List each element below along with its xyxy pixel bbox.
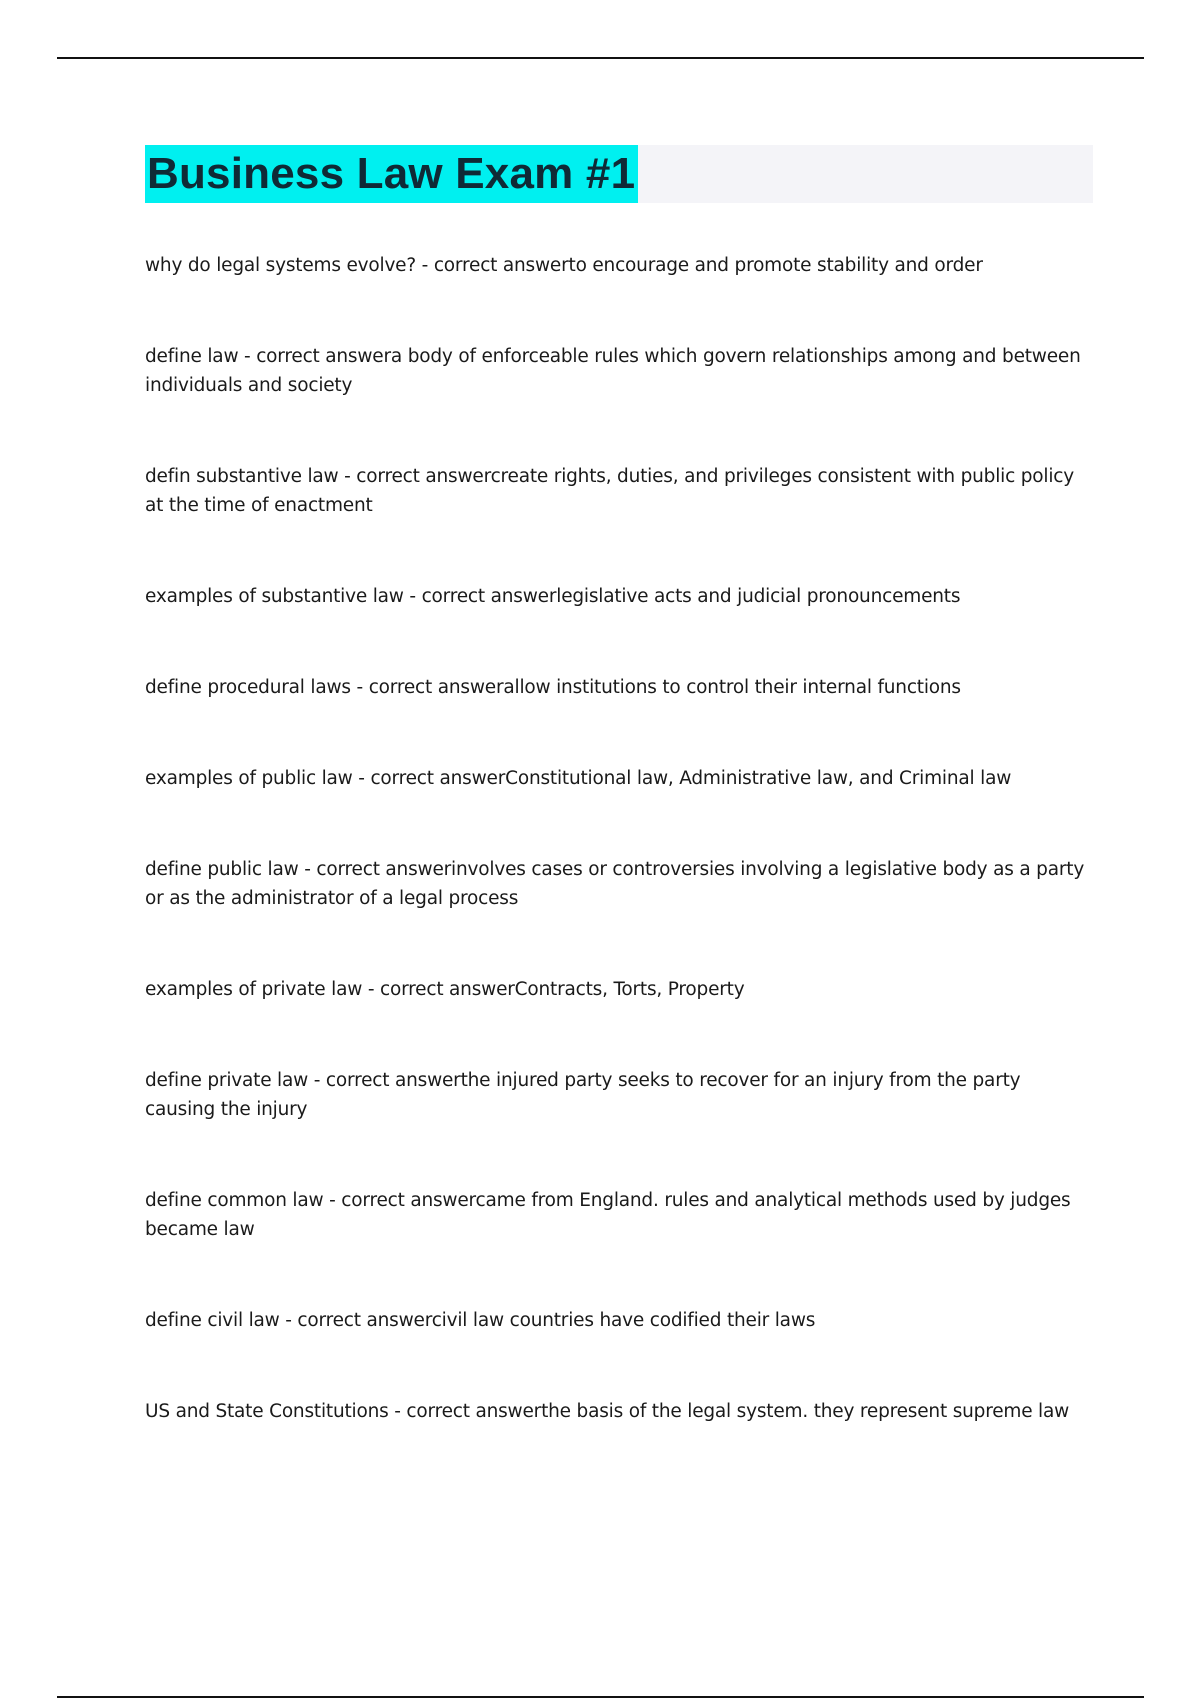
qa-answer: involves cases or controversies involving a legislative body as a party or as the administrator of a legal process [145,859,1085,909]
qa-question: define private law [145,1070,309,1091]
qa-question: define public law [145,859,299,880]
qa-separator: - correct answer [362,979,515,1000]
qa-separator: - correct answer [388,1401,542,1422]
qa-separator: - correct answer [238,346,391,367]
qa-item [145,975,1093,1004]
qa-item [145,342,1093,400]
qa-answer: Contracts, Torts, Property [514,979,745,1000]
qa-question: define procedural laws [145,677,351,698]
qa-item [145,855,1093,913]
qa-item [145,673,1093,702]
qa-item [145,1306,1093,1335]
qa-answer: allow institutions to control their internal functions [503,677,961,698]
document-body [145,145,1093,1488]
qa-question: examples of substantive law [145,586,404,607]
qa-separator: - correct answer [338,466,491,487]
qa-answer: to encourage and promote stability and order [568,255,983,276]
qa-separator: - correct answer [352,768,506,789]
qa-separator: - correct answer [350,677,504,698]
qa-separator: - correct answer [308,1070,461,1091]
qa-question: defin substantive law [145,466,339,487]
qa-question: define common law [145,1190,324,1211]
qa-item [145,764,1093,793]
qa-answer: a body of enforceable rules which govern relationships among and between individuals and society [145,346,1081,396]
qa-item [145,251,1093,280]
qa-question: define law [145,346,239,367]
qa-item [145,1186,1093,1244]
qa-question: US and State Constitutions [145,1401,389,1422]
document-title: Business Law Exam #1 [145,145,638,203]
qa-question: examples of public law [145,768,353,789]
qa-answer: civil law countries have codified their laws [431,1310,816,1331]
qa-separator: - correct answer [323,1190,476,1211]
qa-question: why do legal systems evolve? [145,255,416,276]
footer-rule [57,1696,1144,1698]
qa-answer: the basis of the legal system. they represent supreme law [541,1401,1070,1422]
qa-separator: - correct answer [416,255,569,276]
header-rule [57,57,1144,59]
qa-item [145,1397,1093,1426]
title-bar [145,145,1093,203]
qa-list [145,251,1093,1426]
qa-separator: - correct answer [279,1310,432,1331]
qa-item [145,462,1093,520]
qa-answer: Constitutional law, Administrative law, and Criminal law [505,768,1012,789]
qa-item [145,1066,1093,1124]
qa-answer: legislative acts and judicial pronouncements [556,586,961,607]
qa-question: define civil law [145,1310,280,1331]
qa-item [145,582,1093,611]
qa-separator: - correct answer [403,586,557,607]
qa-answer: came from England. rules and analytical methods used by judges became law [145,1190,1071,1240]
qa-question: examples of private law [145,979,363,1000]
qa-answer: the injured party seeks to recover for an injury from the party causing the injury [145,1070,1021,1120]
qa-answer: create rights, duties, and privileges consistent with public policy at the time of enactment [145,466,1074,516]
qa-separator: - correct answer [298,859,452,880]
